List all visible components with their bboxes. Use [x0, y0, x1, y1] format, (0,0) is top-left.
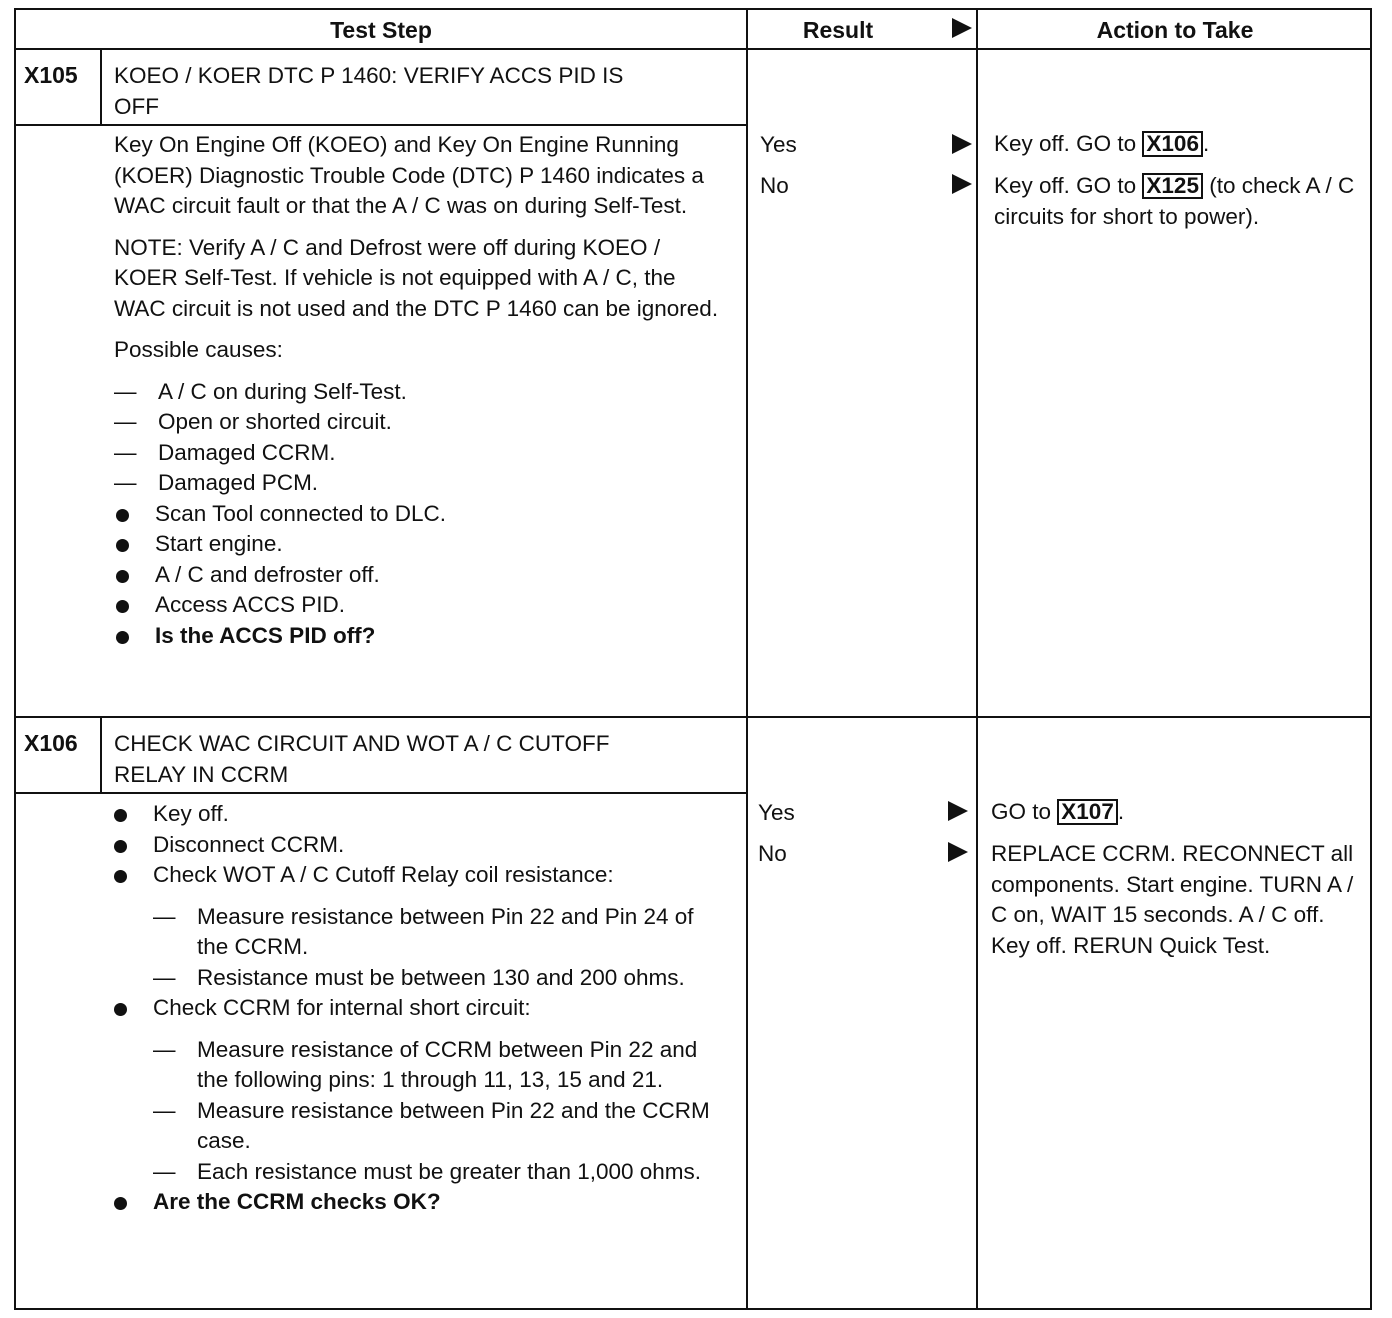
header-action: Action to Take [1096, 16, 1254, 43]
header-arrow-icon [952, 18, 972, 38]
bullet-icon [114, 870, 127, 883]
sub-item: — Measure resistance between Pin 22 and the CCRM case. [153, 1097, 710, 1153]
bullet-text: Key off. [153, 801, 229, 826]
result-arrow-icon [948, 842, 968, 862]
bullet-item [112, 830, 724, 861]
cause-text: Damaged CCRM. [158, 439, 336, 465]
column-divider-result [746, 10, 748, 1310]
step-id-x105: X105 [24, 62, 78, 88]
column-divider-action [976, 10, 978, 1310]
sub-text: Each resistance must be greater than 1,000 ohms. [197, 1158, 702, 1184]
cause-item: — A / C on during Self-Test. [114, 378, 407, 404]
bullet-icon [114, 1003, 127, 1016]
bullet-icon [114, 809, 127, 822]
row-divider [16, 716, 1372, 718]
bullet-item [114, 529, 726, 560]
cause-text: A / C on during Self-Test. [158, 378, 407, 404]
cause-text: Open or shorted circuit. [158, 409, 392, 434]
step-reference[interactable]: X125 [1142, 173, 1203, 199]
step-reference[interactable]: X107 [1057, 799, 1118, 825]
step-title-line: CHECK WAC CIRCUIT AND WOT A / C CUTOFF [114, 731, 610, 756]
step-title-line: RELAY IN CCRM [114, 762, 289, 787]
step-id-x106: X106 [24, 730, 78, 756]
sub-text: Measure resistance between Pin 22 and Pin 24 of the CCRM. [197, 903, 694, 959]
action-yes [994, 129, 1364, 160]
cause-text: Damaged PCM. [158, 470, 319, 495]
sub-item: — Measure resistance between Pin 22 and Pin 24 of the CCRM. [153, 903, 694, 959]
header-result: Result [802, 16, 874, 43]
result-arrow-icon [948, 801, 968, 821]
result-no: No [758, 841, 787, 866]
possible-causes-label: Possible causes: [114, 337, 283, 362]
cause-item: — Damaged PCM. [114, 470, 319, 495]
sub-item: — Resistance must be between 130 and 200 ohms. [153, 964, 685, 990]
bullet-text: Start engine. [155, 531, 283, 556]
bullet-item [114, 499, 726, 530]
result-arrow-icon [952, 134, 972, 154]
question-text: Is the ACCS PID off? [155, 622, 376, 648]
action-text: (to check A / C circuits for short to power). [994, 173, 1355, 229]
result-no: No [760, 173, 789, 198]
action-yes [991, 797, 1367, 828]
result-yes: Yes [760, 132, 797, 157]
bullet-item [114, 590, 726, 621]
bullet-text: Disconnect CCRM. [153, 831, 345, 857]
action-text: . [1117, 799, 1125, 824]
title-divider-x105 [16, 124, 746, 126]
cause-item: — Open or shorted circuit. [114, 409, 392, 434]
id-divider-x106 [100, 718, 102, 794]
step-body-x105 [114, 130, 726, 651]
sub-item: — Measure resistance of CCRM between Pin 22 and the following pins: 1 through 11, 13, 15 and 21. [153, 1036, 698, 1092]
title-divider-x106 [16, 792, 746, 794]
action-text: . [1202, 131, 1210, 156]
step-title-x105 [114, 60, 734, 122]
step-intro: Key On Engine Off (KOEO) and Key On Engine Running (KOER) Diagnostic Trouble Code (DTC) P 1460 indicates a WAC circuit fault or that the A / C was on during Self-Test. [114, 132, 704, 218]
step-reference[interactable]: X106 [1142, 131, 1203, 157]
cause-item: — Damaged CCRM. [114, 439, 336, 465]
bullet-text: A / C and defroster off. [155, 561, 380, 587]
bullet-text: Check WOT A / C Cutoff Relay coil resistance: [153, 862, 614, 887]
sub-text: Resistance must be between 130 and 200 ohms. [197, 964, 685, 990]
bullet-icon [114, 840, 127, 853]
bullet-icon [116, 600, 129, 613]
bullet-item [112, 993, 724, 1024]
bullet-icon [116, 539, 129, 552]
bullet-item [112, 860, 724, 891]
bullet-item [114, 560, 726, 591]
bullet-icon [114, 1197, 127, 1210]
bullet-item [112, 799, 724, 830]
bullet-text: Scan Tool connected to DLC. [155, 500, 447, 526]
step-body-x106 [112, 799, 724, 1218]
step-title-line: KOEO / KOER DTC P 1460: VERIFY ACCS PID IS [114, 63, 624, 88]
bullet-text: Access ACCS PID. [155, 592, 346, 617]
sub-text: Measure resistance between Pin 22 and the CCRM case. [197, 1097, 710, 1153]
bullet-text: Check CCRM for internal short circuit: [153, 995, 531, 1020]
result-yes: Yes [758, 800, 795, 825]
bullet-icon [116, 509, 129, 522]
action-no [994, 171, 1364, 232]
question-item [114, 621, 726, 652]
action-text: Key off. GO to [994, 173, 1143, 198]
step-title-x106 [114, 728, 734, 790]
sub-item: — Each resistance must be greater than 1,000 ohms. [153, 1158, 702, 1184]
step-title-line: OFF [114, 94, 159, 119]
question-text: Are the CCRM checks OK? [153, 1189, 441, 1214]
bullet-icon [116, 570, 129, 583]
sub-text: Measure resistance of CCRM between Pin 22 and the following pins: 1 through 11, 13, 15 and 21. [197, 1036, 698, 1092]
action-text: GO to [991, 799, 1058, 824]
diagnostic-table [14, 8, 1372, 1310]
header-test-step: Test Step [330, 16, 432, 43]
step-note: NOTE: Verify A / C and Defrost were off during KOEO / KOER Self-Test. If vehicle is not equipped with A / C, the WAC circuit is not used and the DTC P 1460 can be ignored. [114, 234, 719, 321]
question-item [112, 1187, 724, 1218]
action-text: Key off. GO to [994, 131, 1143, 156]
bullet-icon [116, 631, 129, 644]
result-arrow-icon [952, 174, 972, 194]
id-divider-x105 [100, 50, 102, 126]
action-no: REPLACE CCRM. RECONNECT all components. Start engine. TURN A / C on, WAIT 15 seconds. A / C off. Key off. RERUN Quick Test. [991, 841, 1354, 958]
